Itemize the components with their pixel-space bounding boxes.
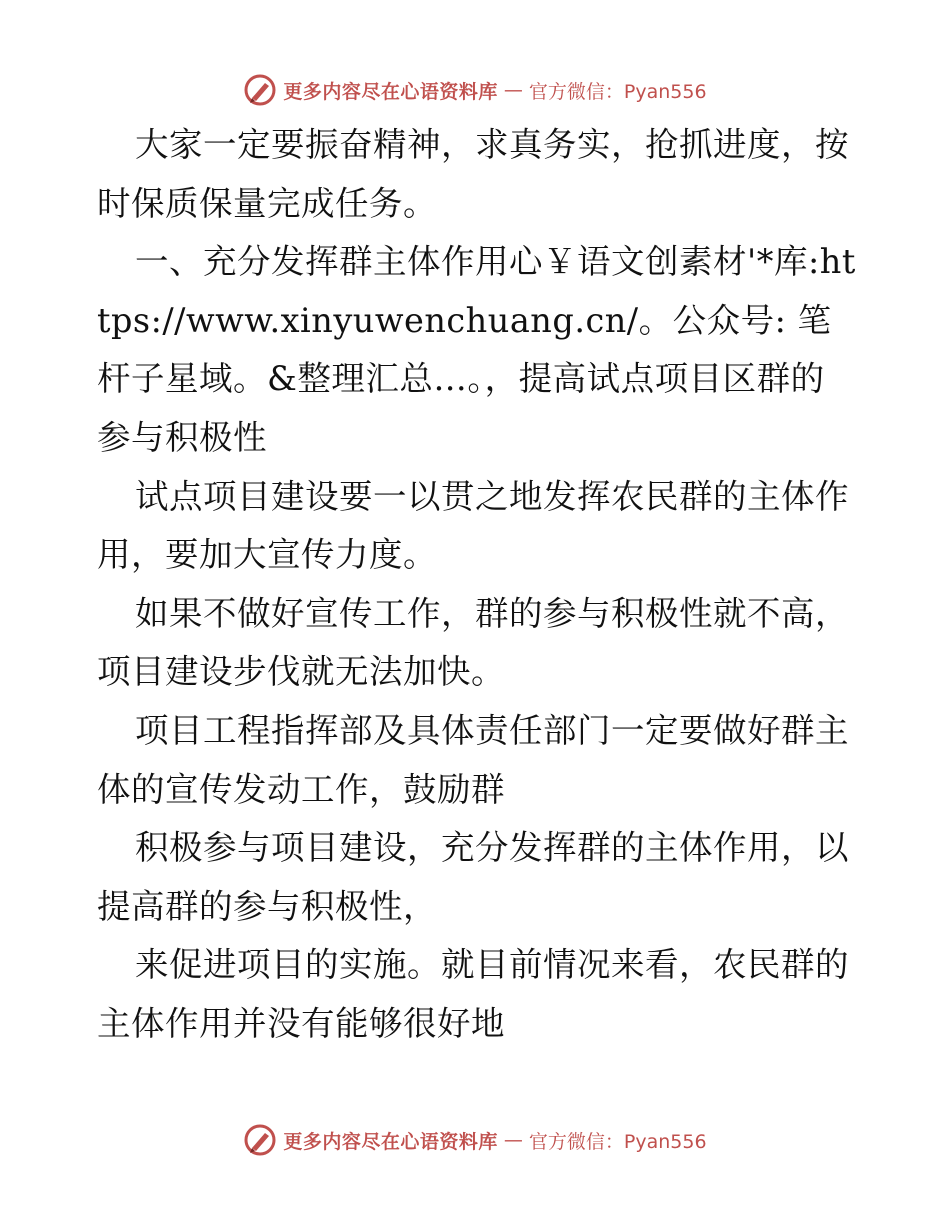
header-watermark	[0, 70, 950, 110]
paragraph: 大家一定要振奋精神，求真务实，抢抓进度，按时保质保量完成任务。	[97, 125, 849, 223]
watermark-dash: —	[503, 79, 523, 101]
paragraph: 一、充分发挥群主体作用心￥语文创素材'*库:https://www.xinyuwenchuang.cn/。公众号: 笔杆子星域。&整理汇总…。，提高试点项目区群的参与积极性	[97, 242, 856, 457]
paragraph: 项目工程指挥部及具体责任部门一定要做好群主体的宣传发动工作，鼓励群	[97, 710, 849, 809]
pen-logo-icon	[243, 1123, 277, 1157]
watermark-wechat: 官方微信：Pyan556	[528, 1130, 707, 1153]
document-body	[97, 116, 857, 1054]
pen-logo-icon	[243, 73, 277, 107]
watermark-text: 更多内容尽在心语资料库	[283, 1130, 498, 1153]
watermark-text: 更多内容尽在心语资料库	[283, 80, 498, 103]
paragraph: 积极参与项目建设，充分发挥群的主体作用，以提高群的参与积极性，	[97, 828, 849, 926]
footer-watermark	[0, 1120, 950, 1160]
paragraph: 如果不做好宣传工作，群的参与积极性就不高，项目建设步伐就无法加快。	[97, 593, 849, 692]
watermark-wechat: 官方微信：Pyan556	[528, 80, 707, 103]
watermark-dash: —	[503, 1129, 523, 1151]
paragraph: 来促进项目的实施。就目前情况来看，农民群的主体作用并没有能够很好地	[97, 945, 849, 1043]
paragraph: 试点项目建设要一以贯之地发挥农民群的主体作用，要加大宣传力度。	[97, 476, 849, 575]
